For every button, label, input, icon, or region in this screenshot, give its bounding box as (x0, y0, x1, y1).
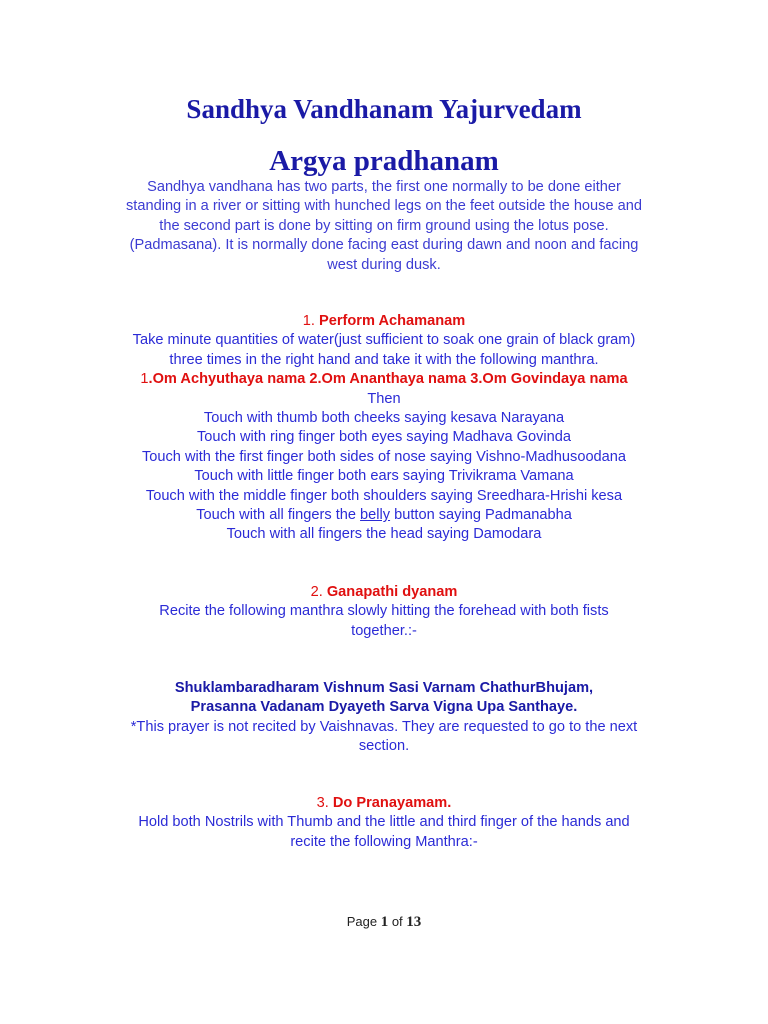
section-2-heading (0, 583, 768, 602)
of-word: of (391, 914, 403, 929)
page-word: Page (346, 914, 378, 929)
document-title: Sandhya Vandhanam Yajurvedam (186, 94, 582, 124)
section-1 (0, 312, 768, 545)
then-label: Then (367, 390, 401, 407)
section-2 (0, 583, 768, 641)
touch-line: Touch with the middle finger both shoulders saying Sreedhara-Hrishi kesa (145, 487, 623, 504)
section-1-heading (0, 312, 768, 331)
section-2-number: 2. (310, 584, 323, 600)
belly-before: Touch with all fingers the (196, 507, 361, 524)
prayer-line: Shuklambaradharam Vishnum Sasi Varnam ChathurBhujam, (174, 680, 594, 696)
touch-line: Touch with the first finger both sides of nose saying Vishno-Madhusoodana (141, 448, 627, 465)
page-footer (0, 914, 768, 931)
section-1-number: 1. (302, 313, 315, 329)
touch-line: Touch with thumb both cheeks saying kesava Narayana (203, 410, 565, 427)
manthra-number: 1 (140, 371, 149, 388)
document-subtitle: Argya pradhanam (269, 145, 499, 177)
section-1-line: three times in the right hand and take it with the following manthra. (169, 351, 599, 368)
belly-link[interactable]: belly (360, 507, 391, 524)
intro-line: (Padmasana). It is normally done facing east during dawn and noon and facing (129, 237, 639, 254)
section-3-title: Do Pranayamam. (332, 795, 452, 811)
prayer-line: Prasanna Vadanam Dyayeth Sarva Vigna Upa Santhaye. (190, 699, 578, 716)
section-2-title: Ganapathi dyanam (326, 584, 458, 600)
ganapathi-prayer (0, 679, 768, 757)
achamanam-manthra (0, 370, 768, 389)
intro-line: the second part is done by sitting on firm ground using the lotus pose. (159, 217, 609, 234)
section-3-line: Hold both Nostrils with Thumb and the little and third finger of the hands and (138, 814, 630, 831)
page-total: 13 (406, 914, 422, 930)
manthra-text: .Om Achyuthaya nama 2.Om Ananthaya nama 3.Om Govindaya nama (148, 371, 628, 388)
touch-line: Touch with ring finger both eyes saying Madhava Govinda (197, 429, 571, 446)
prayer-note: section. (358, 738, 410, 755)
section-1-line: Take minute quantities of water(just sufficient to soak one grain of black gram) (132, 332, 636, 349)
section-3-line: recite the following Manthra:- (290, 833, 478, 850)
section-2-line: Recite the following manthra slowly hitting the forehead with both fists (159, 603, 609, 620)
intro-paragraph (0, 178, 768, 275)
touch-line: Touch with all fingers the head saying Damodara (226, 526, 542, 543)
prayer-note: *This prayer is not recited by Vaishnavas. They are requested to go to the next (130, 718, 638, 735)
touch-line-belly (0, 506, 768, 525)
intro-line: standing in a river or sitting with hunched legs on the feet outside the house and (126, 198, 642, 215)
intro-line: west during dusk. (327, 256, 441, 273)
section-1-title: Perform Achamanam (318, 313, 466, 329)
touch-line: Touch with little finger both ears saying Trivikrama Vamana (194, 468, 574, 485)
section-2-line: together.:- (351, 622, 417, 639)
section-3-number: 3. (316, 795, 329, 811)
belly-after: button saying Padmanabha (390, 507, 572, 524)
intro-line: Sandhya vandhana has two parts, the first one normally to be done either (147, 179, 621, 195)
page-number: 1 (380, 914, 389, 930)
section-3-heading (0, 794, 768, 813)
section-3 (0, 794, 768, 852)
